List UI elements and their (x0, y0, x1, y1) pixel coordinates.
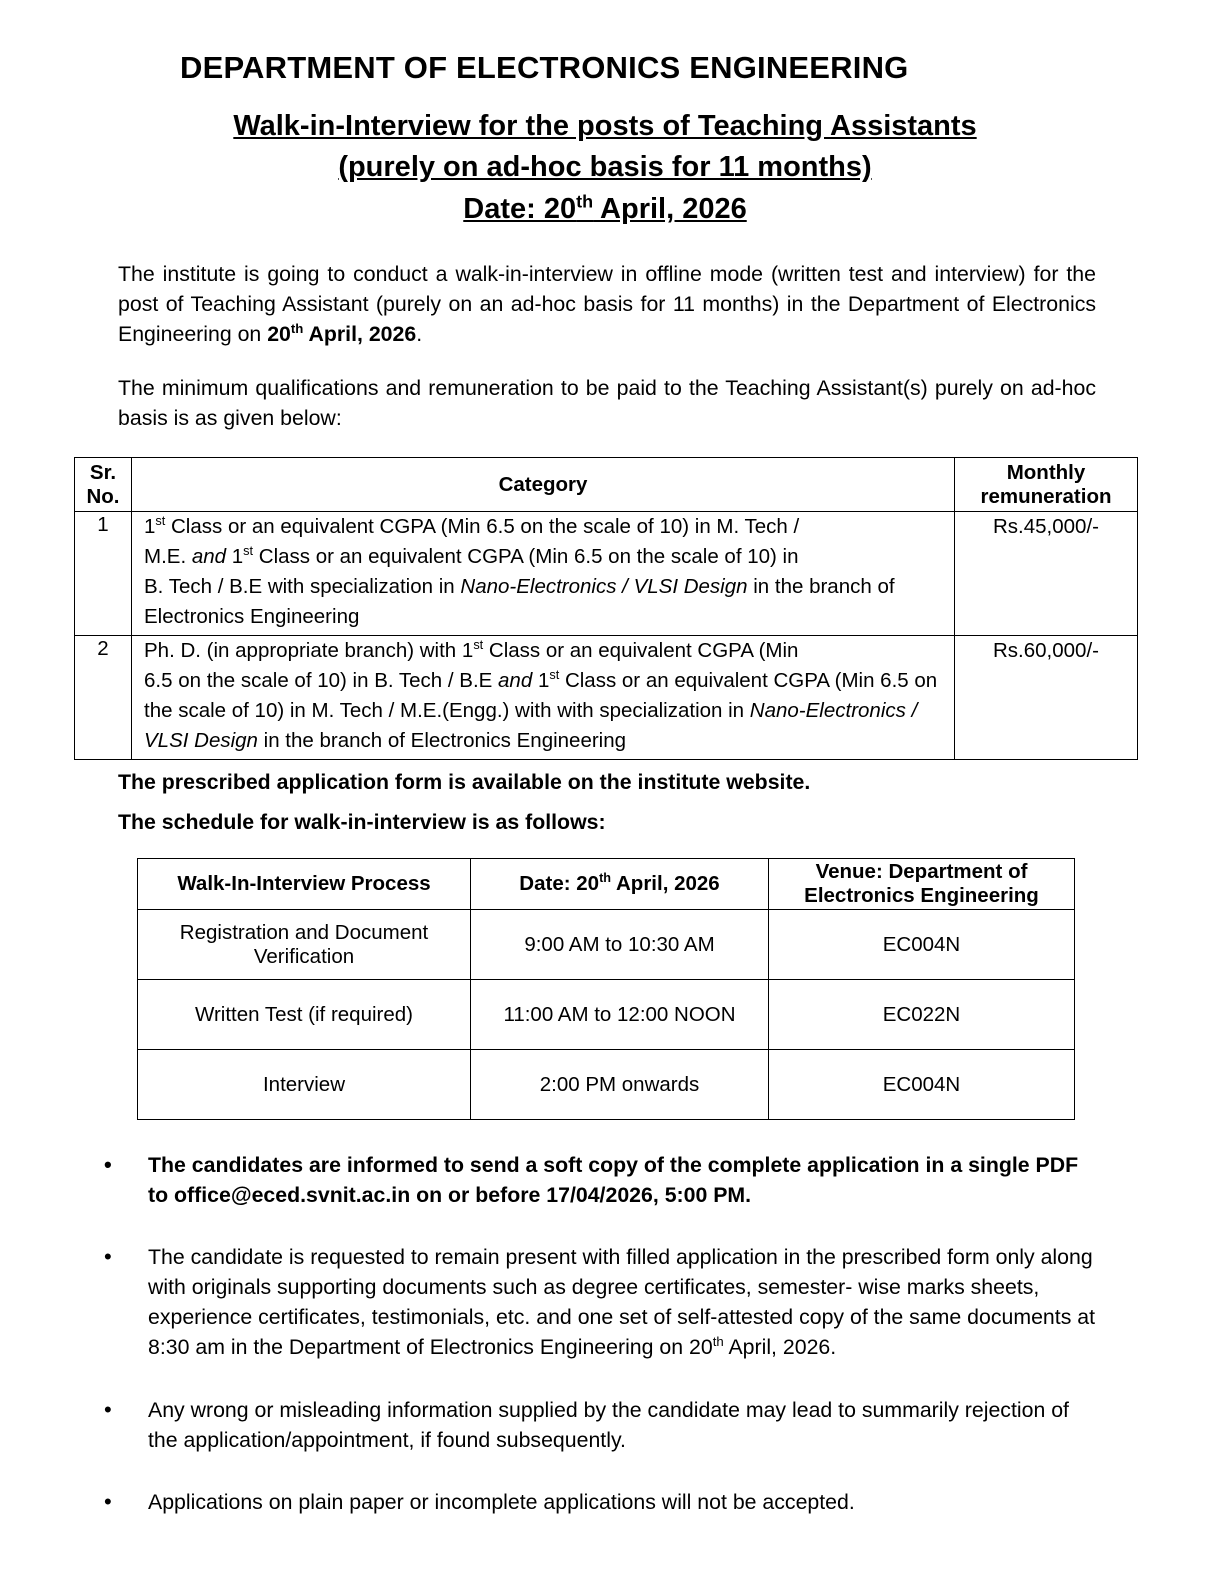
r1-e: Class or an equivalent CGPA (Min 6.5 on the scale of 10) in (253, 545, 799, 568)
schedule-intro: The schedule for walk-in-interview is as follows: (118, 810, 606, 834)
row-1-sr: 1 (75, 512, 132, 636)
venue-line1: Venue: Department of (815, 860, 1028, 883)
r1-c-em: and (191, 545, 227, 568)
r2-e: Class or an equivalent CGPA (Min 6.5 on the scale of 10) in M. Tech / M.E.(Engg.) with with specialization in (144, 669, 938, 722)
schedule-process: Written Test (if required) (138, 980, 471, 1050)
b2-text: The candidate is requested to remain present with filled application in the prescribed form only along with originals supporting documents such as degree certificates, semester- wise marks sheets, experience certificates, testimonials, etc. and one set of self-attested copy of the same documents at 8:30 am in the Department of Electronics Engineering on 20 (148, 1245, 1096, 1359)
bullet-text-plain-paper: Applications on plain paper or incomplete applications will not be accepted. (148, 1490, 855, 1514)
r2-c-em: and (498, 669, 533, 692)
header-process: Walk-In-Interview Process (138, 859, 471, 910)
intro-paragraph (118, 259, 1096, 349)
schedule-time: 11:00 AM to 12:00 NOON (471, 980, 769, 1050)
schedule-table (137, 858, 1075, 1120)
r1-a: 1 (144, 515, 156, 538)
intro-date-rest: April, 2026 (303, 322, 417, 346)
form-availability-note: The prescribed application form is available on the institute website. (118, 770, 811, 794)
intro-end: . (416, 322, 423, 346)
bullet-icon: • (104, 1244, 112, 1269)
table-row (138, 1050, 1075, 1120)
schedule-venue: EC022N (769, 980, 1075, 1050)
table-row (75, 512, 1138, 636)
header-category: Category (132, 458, 955, 512)
date-superscript: th (576, 191, 594, 212)
schedule-process: Interview (138, 1050, 471, 1120)
row-1-remuneration: Rs.45,000/- (955, 512, 1138, 636)
date-suffix: April, 2026 (593, 193, 747, 225)
r1-c: M.E. (144, 545, 192, 568)
r2-b: Class or an equivalent CGPA (Min (483, 639, 799, 662)
intro-text: The institute is going to conduct a walk-in-interview in offline mode (written test and interview) for the post of Teaching Assistant (purely on an ad-hoc basis for 11 months) in the Department of Electronics Engineering on (118, 262, 1096, 346)
qualification-header-row (75, 458, 1138, 512)
bullet-icon: • (104, 1489, 112, 1514)
qualification-table (74, 457, 1138, 760)
schedule-process: Registration and Document Verification (138, 910, 471, 980)
venue-line2: Electronics Engineering (804, 884, 1039, 907)
row-1-category (132, 512, 955, 636)
subtitle-line-1: Walk-in-Interview for the posts of Teaching Assistants (233, 110, 977, 142)
intro-date-num: 20 (267, 322, 291, 346)
sched-date-suffix: April, 2026 (611, 872, 720, 895)
row-2-remuneration: Rs.60,000/- (955, 636, 1138, 760)
bullet-icon: • (104, 1152, 112, 1177)
qualification-paragraph: The minimum qualifications and remuneration to be paid to the Teaching Assistant(s) purely on ad-hoc basis is as given below: (118, 376, 1096, 430)
table-row (138, 980, 1075, 1050)
row-2-sr: 2 (75, 636, 132, 760)
header-date (471, 859, 769, 910)
b2-end: April, 2026. (723, 1335, 837, 1359)
date-prefix: Date: 20 (463, 193, 577, 225)
r2-e-em: Nano-Electronics / VLSI Design (144, 699, 918, 752)
schedule-header-row (138, 859, 1075, 910)
r1-d-sup: st (243, 543, 254, 559)
bullet-text-misleading: Any wrong or misleading information supplied by the candidate may lead to summarily rejection of the application/appointment, if found subsequently. (148, 1398, 1069, 1452)
header-sr-no (75, 458, 132, 512)
intro-date (267, 322, 416, 346)
r1-f: B. Tech / B.E with specialization in (144, 575, 461, 598)
sched-date-sup: th (599, 870, 612, 886)
r1-d: 1 (226, 545, 244, 568)
header-remuneration (955, 458, 1138, 512)
r2-a-sup: st (473, 637, 484, 653)
header-sr-line1: Sr. (89, 460, 117, 484)
schedule-time: 9:00 AM to 10:30 AM (471, 910, 769, 980)
r1-g: in the branch of Electronics Engineering (144, 575, 895, 628)
schedule-time: 2:00 PM onwards (471, 1050, 769, 1120)
r2-d-sup: st (549, 667, 560, 683)
header-sr-line2: No. (86, 484, 120, 508)
schedule-venue: EC004N (769, 1050, 1075, 1120)
r2-a: Ph. D. (in appropriate branch) with 1 (144, 639, 474, 662)
bullet-text-attendance (148, 1242, 1098, 1362)
schedule-venue: EC004N (769, 910, 1075, 980)
table-row (75, 636, 1138, 760)
subtitle-line-2: (purely on ad-hoc basis for 11 months) (338, 151, 872, 183)
r1-f-em: Nano-Electronics / VLSI Design (460, 575, 748, 598)
r2-c: 6.5 on the scale of 10) in B. Tech / B.E (144, 669, 499, 692)
row-2-category (132, 636, 955, 760)
bullet-text-submission: The candidates are informed to send a soft copy of the complete application in a single PDF to office@eced.svnit.ac.in on or before 17/04/2026, 5:00 PM. (148, 1153, 1079, 1207)
r1-b: Class or an equivalent CGPA (Min 6.5 on the scale of 10) in M. Tech / (165, 515, 800, 538)
r2-f: in the branch of Electronics Engineering (257, 729, 627, 752)
department-title: DEPARTMENT OF ELECTRONICS ENGINEERING (180, 50, 909, 85)
b2-sup: th (712, 1333, 724, 1349)
header-rem-line2: remuneration (980, 484, 1112, 508)
header-rem-line1: Monthly (1006, 460, 1086, 484)
table-row (138, 910, 1075, 980)
intro-date-sup: th (290, 320, 304, 336)
bullet-icon: • (104, 1397, 112, 1422)
header-venue (769, 859, 1075, 910)
r2-d: 1 (532, 669, 550, 692)
interview-date-heading (0, 193, 1210, 226)
sched-date-prefix: Date: 20 (519, 872, 600, 895)
r1-a-sup: st (155, 513, 166, 529)
